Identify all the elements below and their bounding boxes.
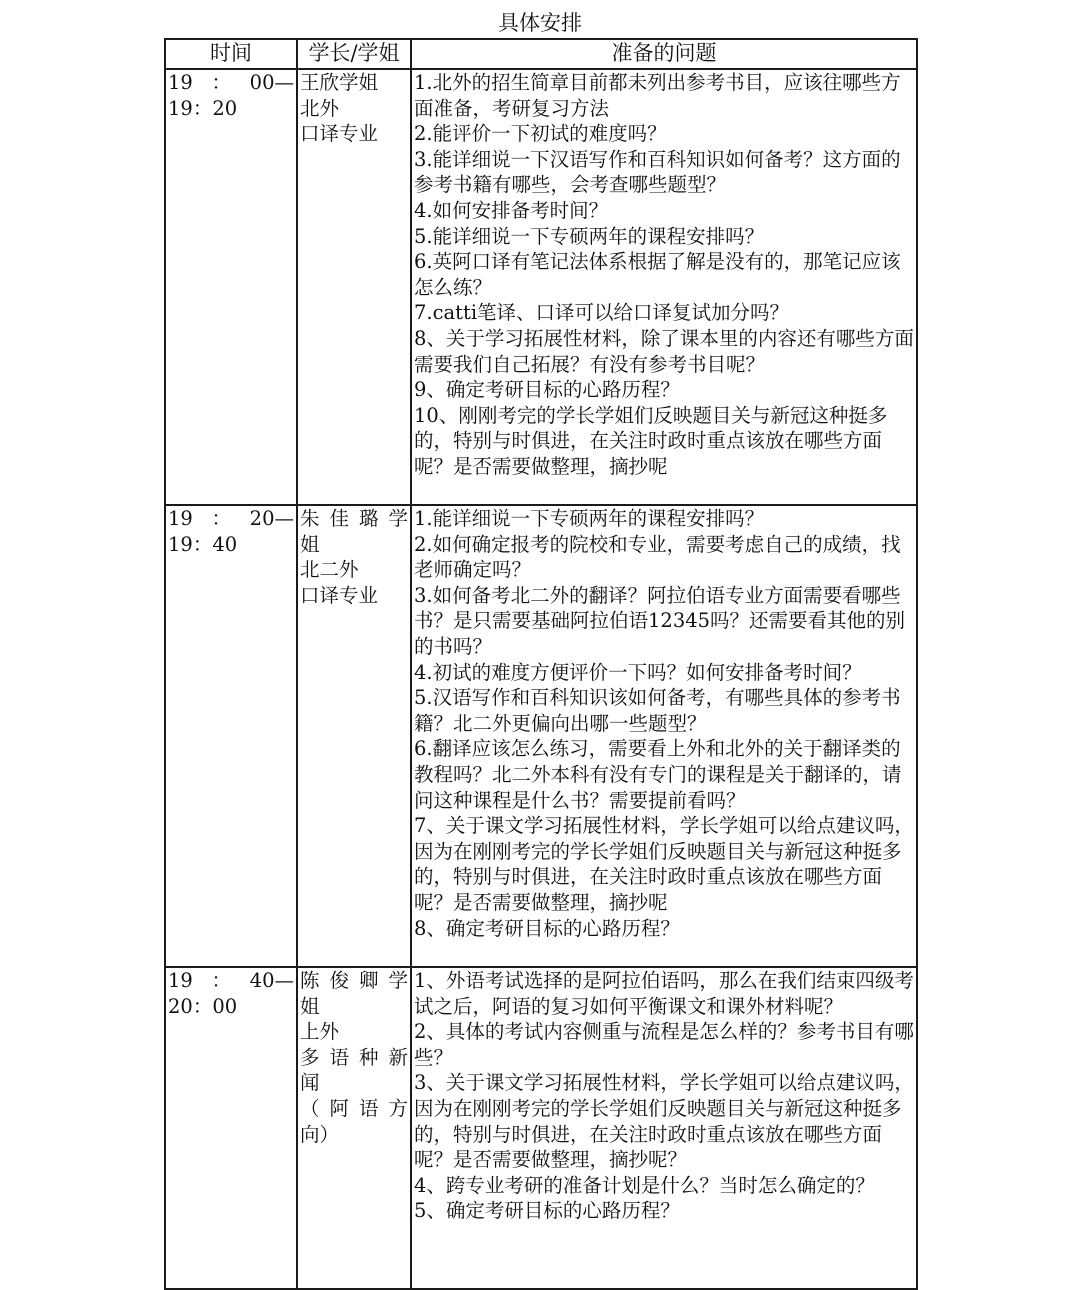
senior-name: 朱佳璐学 — [300, 507, 408, 530]
document-title: 具体安排 — [498, 11, 582, 35]
senior-cell — [297, 69, 411, 505]
question-item: 7.catti笔译、口译可以给口译复试加分吗？ — [414, 301, 790, 325]
senior-major: 多语种新 — [300, 1045, 408, 1069]
time-cell — [165, 505, 297, 967]
question-item: 2.如何确定报考的院校和专业，需要考虑自己的成绩，找老师确定吗？ — [414, 532, 901, 582]
senior-school: 北二外 — [300, 558, 359, 582]
questions-cell — [411, 967, 917, 1289]
question-item: 7、关于课文学习拓展性材料，学长学姐可以给点建议吗，因为在刚刚考完的学长学姐们反映题目关与新冠这种挺多的，特别与时俱进，在关注时政时重点该放在哪些方面呢？是否需要做整理，摘抄呢 — [414, 814, 914, 914]
time-end: 20：00 — [168, 994, 238, 1018]
time-cell — [165, 967, 297, 1289]
time-start: 19 ： 40— — [168, 969, 294, 992]
question-item: 1.能详细说一下专硕两年的课程安排吗？ — [414, 507, 765, 530]
senior-name: 王欣学姐 — [300, 71, 379, 94]
header-time: 时间 — [165, 39, 297, 69]
time-cell — [165, 69, 297, 505]
question-item: 4、跨专业考研的准备计划是什么？当时怎么确定的？ — [414, 1173, 875, 1197]
questions-cell — [411, 69, 917, 505]
senior-school: 上外 — [300, 1020, 340, 1044]
question-item: 5.能详细说一下专硕两年的课程安排吗？ — [414, 224, 765, 248]
question-item: 3.如何备考北二外的翻译？阿拉伯语专业方面需要看哪些书？是只需要基础阿拉伯语12345吗？还需要看其他的别的书吗？ — [414, 583, 906, 658]
senior-name-cont: 姐 — [300, 532, 320, 556]
senior-direction: （阿语方 — [300, 1096, 408, 1120]
question-item: 1.北外的招生简章目前都未列出参考书目，应该往哪些方面准备，考研复习方法 — [414, 71, 901, 120]
time-end: 19：40 — [168, 532, 238, 556]
question-item: 6.英阿口译有笔记法体系根据了解是没有的，那笔记应该怎么练？ — [414, 250, 901, 299]
senior-cell — [297, 967, 411, 1289]
table-header-row — [165, 39, 917, 69]
senior-major-cont: 闻 — [300, 1071, 320, 1095]
question-item: 4.初试的难度方便评价一下吗？如何安排备考时间？ — [414, 660, 862, 684]
table-row — [165, 505, 917, 967]
question-item: 2、具体的考试内容侧重与流程是怎么样的？参考书目有哪些？ — [414, 1020, 914, 1069]
question-item: 4.如何安排备考时间？ — [414, 198, 609, 222]
question-item: 8、关于学习拓展性材料，除了课本里的内容还有哪些方面需要我们自己拓展？有没有参考书目呢？ — [414, 326, 914, 376]
senior-school: 北外 — [300, 96, 340, 120]
senior-major: 口译专业 — [300, 583, 379, 607]
senior-name: 陈俊卿学 — [300, 969, 408, 992]
senior-cell — [297, 505, 411, 967]
question-item: 2.能评价一下初试的难度吗？ — [414, 122, 667, 146]
table-row — [165, 967, 917, 1289]
questions-cell — [411, 505, 917, 967]
time-start: 19 ： 20— — [168, 507, 294, 530]
question-item: 3.能详细说一下汉语写作和百科知识如何备考？这方面的参考书籍有哪些，会考查哪些题型？ — [414, 147, 901, 197]
schedule-table — [164, 38, 918, 1290]
senior-name-cont: 姐 — [300, 994, 320, 1018]
question-item: 6.翻译应该怎么练习，需要看上外和北外的关于翻译类的教程吗？北二外本科有没有专门的课程是关于翻译的，请问这种课程是什么书？需要提前看吗？ — [414, 737, 902, 812]
senior-direction-cont: 向） — [300, 1122, 340, 1146]
question-item: 9、确定考研目标的心路历程？ — [414, 378, 680, 402]
table-row — [165, 69, 917, 505]
time-end: 19：20 — [168, 96, 238, 120]
question-item: 5.汉语写作和百科知识该如何备考，有哪些具体的参考书籍？北二外更偏向出哪一些题型？ — [414, 686, 901, 735]
question-item: 5、确定考研目标的心路历程？ — [414, 1199, 680, 1223]
header-senior: 学长/学姐 — [297, 39, 411, 69]
header-questions: 准备的问题 — [411, 39, 917, 69]
question-item: 1、外语考试选择的是阿拉伯语吗，那么在我们结束四级考试之后，阿语的复习如何平衡课文和课外材料呢？ — [414, 969, 914, 1018]
question-item: 10、刚刚考完的学长学姐们反映题目关与新冠这种挺多的，特别与时俱进，在关注时政时重点该放在哪些方面呢？是否需要做整理，摘抄呢 — [414, 403, 888, 478]
question-item: 3、关于课文学习拓展性材料，学长学姐可以给点建议吗，因为在刚刚考完的学长学姐们反映题目关与新冠这种挺多的，特别与时俱进，在关注时政时重点该放在哪些方面呢？是否需要做整理，摘抄呢？ — [414, 1071, 914, 1172]
senior-major: 口译专业 — [300, 122, 379, 146]
question-item: 8、确定考研目标的心路历程？ — [414, 916, 680, 940]
time-start: 19 ： 00— — [168, 71, 294, 94]
